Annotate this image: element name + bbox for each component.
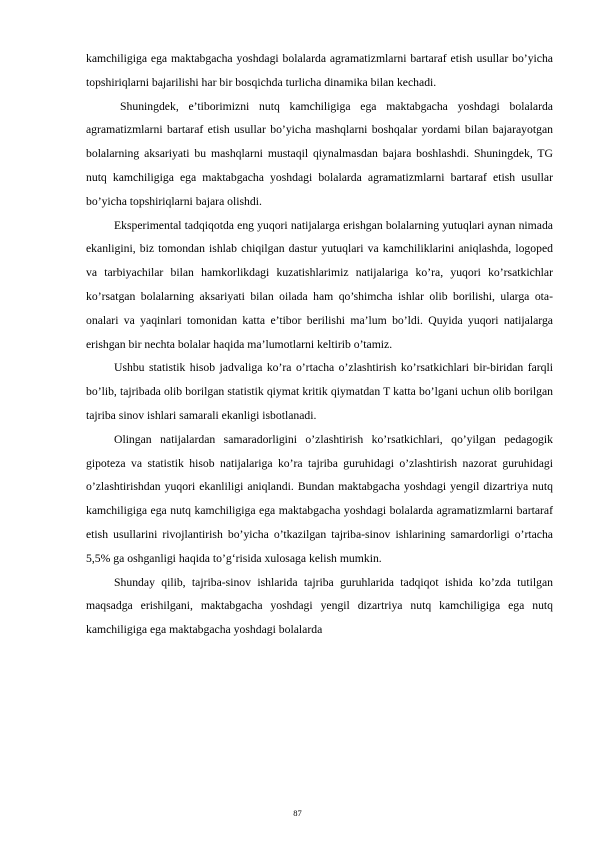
paragraph-statistics: Ushbu statistik hisob jadvaliga ko’ra o’rtacha o’zlashtirish ko’rsatkichlari bir-biridan farqli bo’lib, tajribada olib borilgan statistik qiymat kritik qiymatdan T katta bo’lgani uchun olib borilgan tajriba sinov ishlari samarali ekanligi isbotlanadi. — [86, 361, 553, 422]
paragraph-progress: Shuningdek, e’tiborimizni nutq kamchiligiga ega maktabgacha yoshdagi bolalarda agramatizmlarni bartaraf etish usullar bo’yicha mashqlarni boshqalar yordami bilan bajarayotgan bolalarning aksariyati bu mashqlarni mustaqil qiynalmasdan bajara boshlashdi. Shuningdek, TG nutq kamchiligiga ega maktabgacha yoshdagi bolalarda agramatizmlarni bartaraf etish usullar bo’yicha topshiriqlarni bajara olishdi. — [86, 99, 553, 208]
paragraph-experimental-results: Eksperimental tadqiqotda eng yuqori natijalarga erishgan bolalarning yutuqlari aynan nimada ekanligini, biz tomondan ishlab chiqilgan dastur yutuqlari va kamchiliklarini aniqlashda, logoped va tarbiyachilar bilan hamkorlikdagi kuzatishlarimiz natijalariga ko’ra, yuqori ko’rsatkichlar ko’rsatgan bolalarning aksariyati bilan oilada ham qo’shimcha ishlar olib borilishi, ularga ota- onalari va yaqinlari tomonidan katta e’tibor berilishi ma’lum bo’ldi. Quyida yuqori natijalarga erishgan bir nechta bolalar haqida ma’lumotlarni keltirib o’tamiz. — [86, 218, 553, 351]
body-text — [86, 47, 553, 642]
paragraph-conclusion: Shunday qilib, tajriba-sinov ishlarida tajriba guruhlarida tadqiqot ishida ko’zda tutilgan maqsadga erishilgani, maktabgacha yoshdagi yengil dizartriya nutq kamchiligiga ega nutq kamchiligiga ega maktabgacha yoshdagi bolalarda — [86, 575, 553, 637]
page-number: 87 — [293, 808, 302, 818]
paragraph-effectiveness: Olingan natijalardan samaradorligini o’zlashtirish ko’rsatkichlari, qo’yilgan pedagogik gipoteza va statistik hisob natijalariga ko’ra tajriba guruhidagi o’zlashtirish nazorat guruhidagi o’zlashtirishdan yuqori ekanliligi aniqlandi. Bundan maktabgacha yoshdagi yengil dizartriya nutq kamchiligiga ega nutq kamchiligiga ega maktabgacha yoshdagi bolalarda agramatizmlarni bartaraf etish usullarini rivojlantirish bo’yicha o’tkazilgan tajriba-sinov ishlarining samardorligi o’rtacha 5,5% ga oshganligi haqida to’g‘risida xulosaga kelish mumkin. — [86, 432, 553, 565]
paragraph-continuation: kamchiligiga ega maktabgacha yoshdagi bolalarda agramatizmlarni bartaraf etish usullar bo’yicha topshiriqlarni bajarilishi har bir bosqichda turlicha dinamika bilan kechadi. — [86, 52, 553, 89]
